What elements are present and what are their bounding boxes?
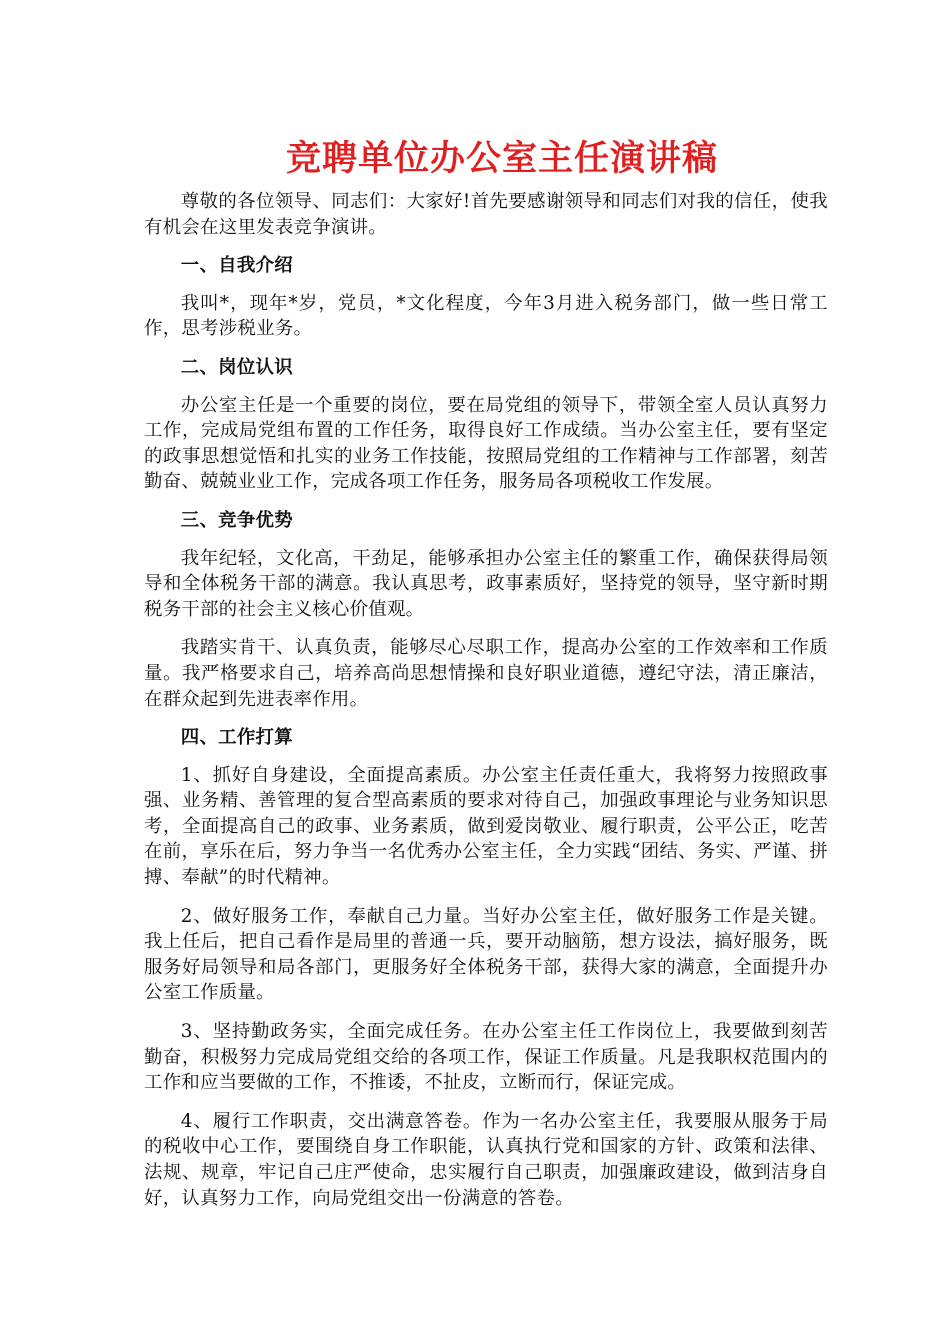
self-intro-paragraph: 我叫*，现年*岁，党员，*文化程度，今年3月进入税务部门，做一些日常工作，思考涉税业务。 xyxy=(144,292,828,340)
document-body xyxy=(144,189,828,1224)
section-heading-advantages: 三、竞争优势 xyxy=(180,509,293,531)
work-plan-paragraph-3: 3、坚持勤政务实，全面完成任务。在办公室主任工作岗位上，我要做到刻苦勤奋，积极努力完成局党组交给的各项工作，保证工作质量。凡是我职权范围内的工作和应当要做的工作，不推诿，不扯皮，立断而行，保证完成。 xyxy=(144,1021,828,1094)
work-plan-paragraph-2: 2、做好服务工作，奉献自己力量。当好办公室主任，做好服务工作是关键。我上任后，把自己看作是局里的普通一兵，要开动脑筋，想方设法，搞好服务，既服务好局领导和局各部门，更服务好全体税务干部，获得大家的满意，全面提升办公室工作质量。 xyxy=(144,905,828,1004)
advantages-paragraph-1: 我年纪轻，文化高，干劲足，能够承担办公室主任的繁重工作，确保获得局领导和全体税务干部的满意。我认真思考，政事素质好，坚持党的领导，坚守新时期税务干部的社会主义核心价值观。 xyxy=(144,547,828,620)
section-heading-self-intro: 一、自我介绍 xyxy=(180,255,293,277)
section-heading-position: 二、岗位认识 xyxy=(180,356,293,378)
advantages-paragraph-2: 我踏实肯干、认真负责，能够尽心尽职工作，提高办公室的工作效率和工作质量。我严格要求自己，培养高尚思想情操和良好职业道德，遵纪守法，清正廉洁，在群众起到先进表率作用。 xyxy=(144,637,828,710)
position-paragraph: 办公室主任是一个重要的岗位，要在局党组的领导下，带领全室人员认真努力工作，完成局党组布置的工作任务，取得良好工作成绩。当办公室主任，要有坚定的政事思想觉悟和扎实的业务工作技能，按照局党组的工作精神与工作部署，刻苦勤奋、兢兢业业工作，完成各项工作任务，服务局各项税收工作发展。 xyxy=(144,394,828,493)
intro-paragraph: 尊敬的各位领导、同志们：大家好!首先要感谢领导和同志们对我的信任，使我有机会在这里发表竞争演讲。 xyxy=(144,191,828,238)
work-plan-paragraph-1: 1、抓好自身建设，全面提高素质。办公室主任责任重大，我将努力按照政事强、业务精、善管理的复合型高素质的要求对待自己，加强政事理论与业务知识思考，全面提高自己的政事、业务素质，做到爱岗敬业、履行职责，公平公正，吃苦在前，享乐在后，努力争当一名优秀办公室主任，全力实践“团结、务实、严谨、拼搏、奉献”的时代精神。 xyxy=(144,764,828,889)
document-title: 竞聘单位办公室主任演讲稿 xyxy=(285,138,718,179)
work-plan-paragraph-4: 4、履行工作职责，交出满意答卷。作为一名办公室主任，我要服从服务于局的税收中心工作，要围绕自身工作职能，认真执行党和国家的方针、政策和法律、法规、规章，牢记自己庄严使命，忠实履行自己职责，加强廉政建设，做到洁身自好，认真努力工作，向局党组交出一份满意的答卷。 xyxy=(144,1110,828,1209)
section-heading-work-plan: 四、工作打算 xyxy=(180,727,293,749)
